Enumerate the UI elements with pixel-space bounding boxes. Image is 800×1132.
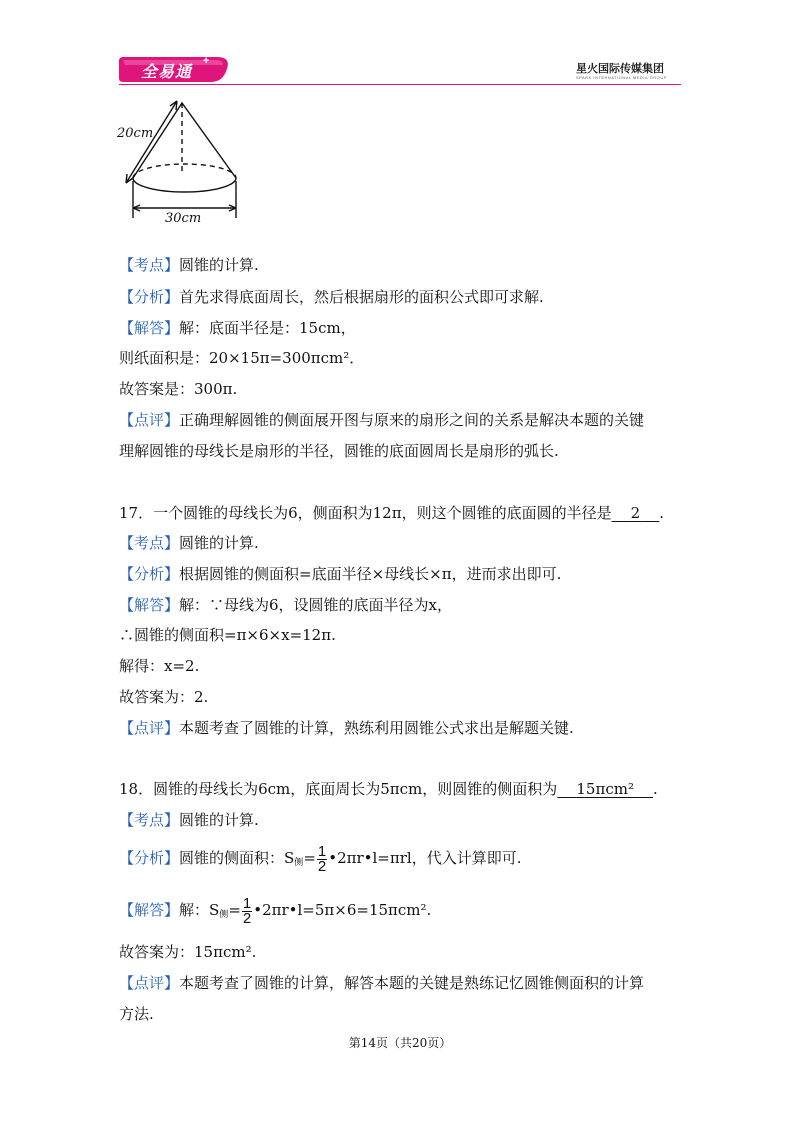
q17-stem: 17．一个圆锥的母线长为6，侧面积为12π，则这个圆锥的底面圆的半径是 2 . <box>119 504 665 522</box>
slant-height-label: 20cm <box>117 126 154 141</box>
q16-kaodian: 【考点】圆锥的计算. <box>119 256 259 274</box>
fenxi-tag: 【分析】 <box>119 565 180 583</box>
publisher-subtitle: SPARK INTERNATIONAL MEDIA GROUP <box>576 75 667 80</box>
cone-figure <box>119 95 244 225</box>
dianping-tag: 【点评】 <box>119 411 180 429</box>
logo-plus: + <box>203 55 210 67</box>
q18-dianping-line2: 方法. <box>119 1005 154 1023</box>
publisher-name: 星火国际传媒集团 <box>576 62 664 75</box>
q16-dianping-line2: 理解圆锥的母线长是扇形的半径，圆锥的底面圆周长是扇形的弧长. <box>119 442 559 460</box>
page-number: 第14页（共20页） <box>348 1036 452 1050</box>
q16-dianping: 【点评】正确理解圆锥的侧面展开图与原来的扇形之间的关系是解决本题的关键 <box>119 411 645 429</box>
q16-fenxi: 【分析】首先求得底面周长，然后根据扇形的面积公式即可求解. <box>119 288 544 306</box>
logo-text: 全易通 <box>141 62 193 81</box>
q18-dianping: 【点评】本题考查了圆锥的计算，解答本题的关键是熟练记忆圆锥侧面积的计算 <box>119 974 645 992</box>
jieda-tag: 【解答】 <box>119 319 180 337</box>
fraction-one-half: $\frac{1}{2}$ <box>242 894 252 927</box>
header-rule <box>119 84 681 85</box>
q16-jieda-line2: 则纸面积是：20×15π=300πcm²． <box>119 349 365 367</box>
fraction-one-half: $\frac{1}{2}$ <box>317 842 327 875</box>
q17-jieda-line3: 解得：x=2. <box>119 657 200 675</box>
jieda-tag: 【解答】 <box>119 901 180 919</box>
q18-kaodian: 【考点】圆锥的计算. <box>119 811 259 829</box>
q17-jieda: 【解答】解：∵母线为6，设圆锥的底面半径为x， <box>119 596 453 614</box>
fenxi-tag: 【分析】 <box>119 849 180 867</box>
jieda-tag: 【解答】 <box>119 596 180 614</box>
kaodian-tag: 【考点】 <box>119 256 180 274</box>
q17-jieda-line4: 故答案为：2. <box>119 688 209 706</box>
kaodian-tag: 【考点】 <box>119 811 180 829</box>
q17-answer-blank: 2 <box>630 504 641 522</box>
q17-jieda-line2: ∴圆锥的侧面积=π×6×x=12π. <box>119 626 336 644</box>
q16-jieda-line3: 故答案是：300π. <box>119 380 238 398</box>
kaodian-tag: 【考点】 <box>119 534 180 552</box>
q18-stem: 18．圆锥的母线长为6cm，底面周长为5πcm，则圆锥的侧面积为 15πcm² . <box>119 780 658 798</box>
q18-jieda: 【解答】解：$S_侧=$ $\frac{1}{2}$ •2πr•l=5π×6=15πcm². <box>119 894 432 927</box>
q16-jieda: 【解答】解：底面半径是：15cm， <box>119 319 356 337</box>
fenxi-tag: 【分析】 <box>119 288 180 306</box>
q17-kaodian: 【考点】圆锥的计算. <box>119 534 259 552</box>
q18-jieda-line2: 故答案为：15πcm². <box>119 943 257 961</box>
dianping-tag: 【点评】 <box>119 974 180 992</box>
dianping-tag: 【点评】 <box>119 719 180 737</box>
q17-dianping: 【点评】本题考查了圆锥的计算，熟练利用圆锥公式求出是解题关键. <box>119 719 574 737</box>
header-logo <box>119 57 231 82</box>
diameter-label: 30cm <box>165 211 202 226</box>
q18-answer-blank: 15πcm² <box>576 780 634 798</box>
q18-fenxi: 【分析】圆锥的侧面积：$S_侧=$ $\frac{1}{2}$ •2πr•l=πrl，代入计算即可. <box>119 842 522 875</box>
q17-fenxi: 【分析】根据圆锥的侧面积=底面半径×母线长×π，进而求出即可. <box>119 565 562 583</box>
